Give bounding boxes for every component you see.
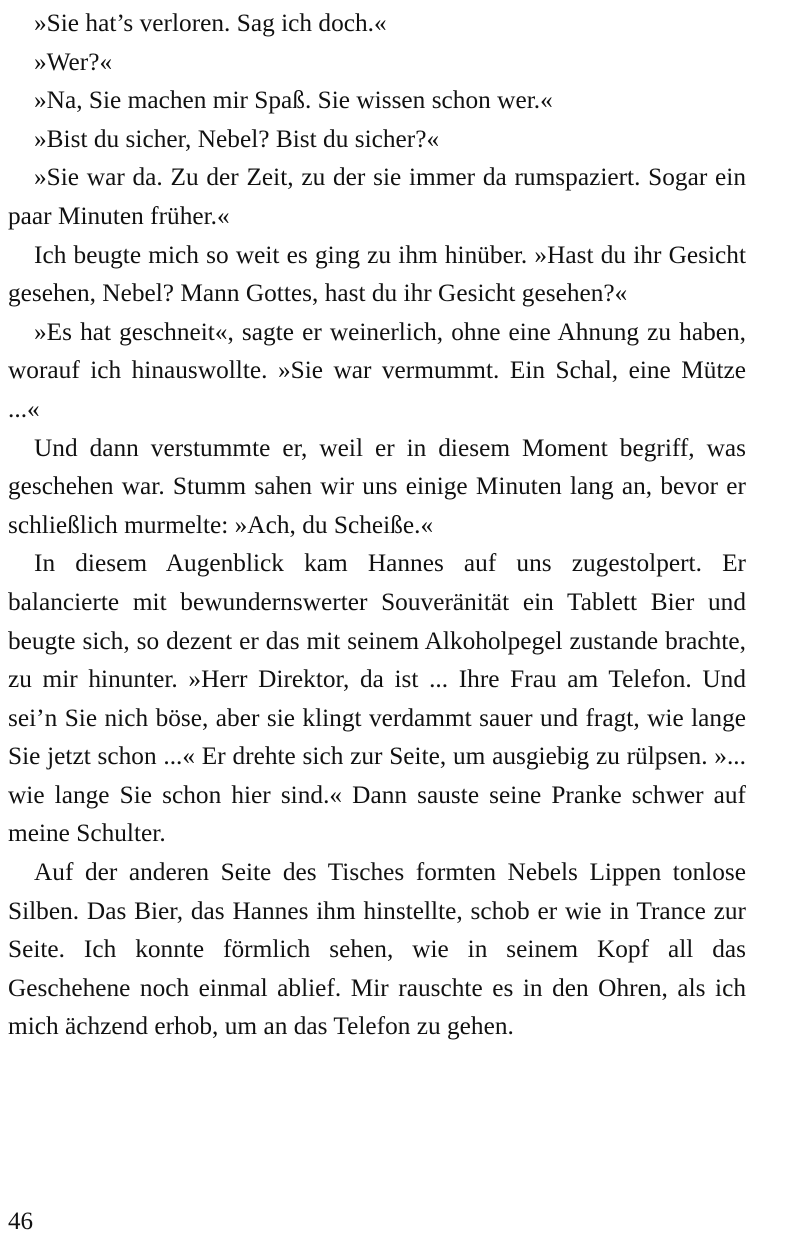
paragraph: Auf der anderen Seite des Tisches formten Nebels Lippen tonlose Silben. Das Bier, das Hannes ihm hinstellte, schob er wie in Trance zur Seite. Ich konnte förmlich sehen, wie in seinem Kopf all das Geschehene noch einmal ablief. Mir rauschte es in den Ohren, als ich mich ächzend erhob, um an das Telefon zu gehen. (8, 858, 746, 1041)
paragraph: »Sie war da. Zu der Zeit, zu der sie immer da rumspaziert. Sogar ein paar Minuten früher.« (8, 163, 746, 230)
paragraph: »Bist du sicher, Nebel? Bist du sicher?« (34, 124, 440, 153)
paragraph: »Wer?« (34, 47, 113, 76)
book-page (8, 4, 746, 1046)
paragraph: »Sie hat’s verloren. Sag ich doch.« (34, 9, 387, 37)
page-number: 46 (8, 1208, 33, 1235)
paragraph: Und dann verstummte er, weil er in diesem Moment begriff, was geschehen war. Stumm sahen wir uns einige Minuten lang an, bevor er schließlich murmelte: »Ach, du Scheiße.« (8, 433, 746, 539)
paragraph: In diesem Augenblick kam Hannes auf uns zugestolpert. Er balancierte mit bewundernswerter Souveränität ein Tablett Bier und beugte sich, so dezent er das mit seinem Alkoholpegel zustande brachte, zu mir hinunter. »Herr Direktor, da ist ... Ihre Frau am Telefon. Und sei’n Sie nich böse, aber sie klingt verdammt sauer und fragt, wie lange Sie jetzt schon ...« Er drehte sich zur Seite, um ausgiebig zu rülpsen. »... wie lange Sie schon hier sind.« Dann sauste seine Pranke schwer auf meine Schulter. (8, 549, 746, 848)
paragraph: »Na, Sie machen mir Spaß. Sie wissen schon wer.« (34, 86, 553, 115)
paragraph: Ich beugte mich so weit es ging zu ihm hinüber. »Hast du ihr Gesicht gesehen, Nebel? Mann Gottes, hast du ihr Gesicht gesehen?« (8, 240, 746, 308)
paragraph: »Es hat geschneit«, sagte er weinerlich, ohne eine Ahnung zu haben, worauf ich hinauswollte. »Sie war vermummt. Ein Schal, eine Mütze ...« (8, 317, 746, 423)
